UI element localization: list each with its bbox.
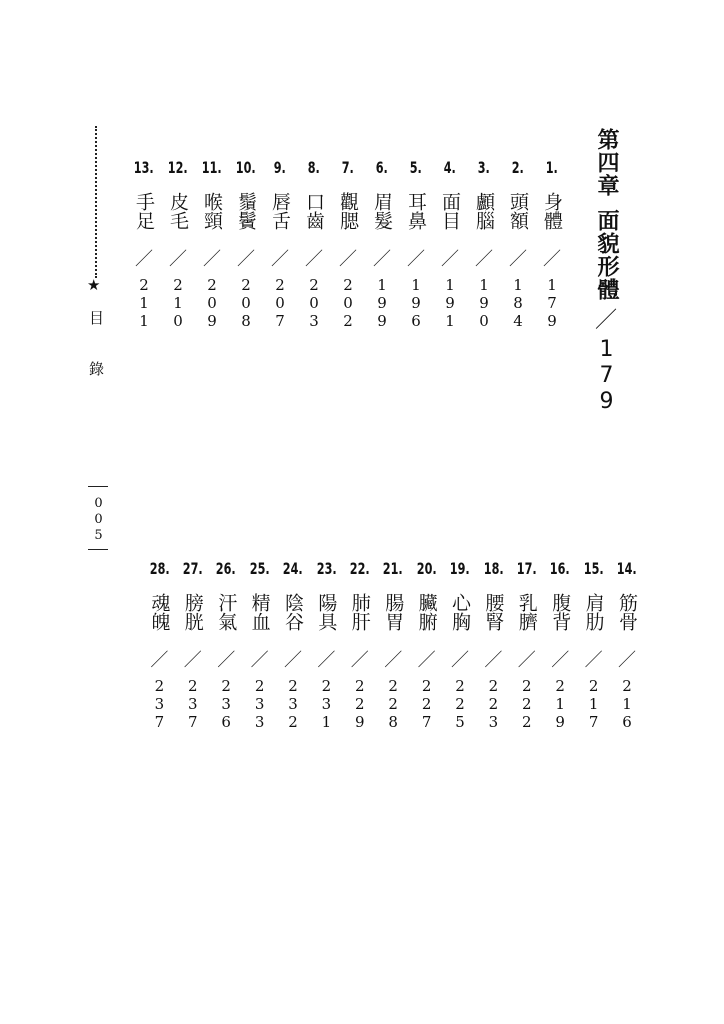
- entry-number: 18.: [483, 559, 504, 578]
- entry-page: 237: [150, 677, 169, 731]
- entry-number: 1.: [545, 158, 559, 177]
- entry-number: 9.: [273, 158, 287, 177]
- entry-page: 179: [543, 276, 561, 330]
- entry-page: 216: [618, 677, 636, 731]
- toc-entry: [545, 557, 575, 731]
- entry-page: 219: [551, 677, 570, 731]
- entry-page: 228: [384, 677, 403, 731]
- entry-title: 心胸: [449, 593, 471, 631]
- entry-title: 腹背: [549, 593, 572, 631]
- entry-number: 28.: [149, 559, 170, 578]
- entry-number: 3.: [477, 158, 491, 177]
- entry-title: 鬚鬢: [235, 192, 257, 230]
- toc-entry: [299, 156, 329, 330]
- entry-number: 4.: [443, 158, 457, 177]
- entry-separator: ／: [407, 249, 425, 270]
- toc-entry: [435, 156, 465, 330]
- entry-title: 膀胱: [181, 593, 204, 631]
- entry-separator: ／: [584, 650, 603, 671]
- entry-separator: ／: [169, 249, 187, 270]
- toc-entry: [401, 156, 431, 330]
- toc-entry: [163, 156, 193, 330]
- entry-title: 汗氣: [215, 593, 238, 631]
- entry-separator: ／: [509, 249, 527, 270]
- entry-page: 229: [350, 677, 369, 731]
- toc-entry: [445, 557, 475, 731]
- toc-entry: [311, 557, 341, 731]
- toc-entry: [345, 557, 375, 731]
- entry-title: 手足: [133, 192, 155, 230]
- entry-title: 唇舌: [269, 192, 291, 230]
- entry-title: 筋骨: [616, 593, 638, 631]
- entry-separator: ／: [284, 650, 302, 671]
- toc-entry: [197, 156, 227, 330]
- toc-entry: [265, 156, 295, 330]
- chapter-label: 第四章: [594, 128, 619, 197]
- entry-separator: ／: [373, 249, 391, 270]
- entry-page: 184: [509, 276, 527, 330]
- entry-title: 身體: [541, 192, 563, 230]
- entry-page: 222: [517, 677, 536, 731]
- entry-separator: ／: [237, 249, 255, 270]
- entry-separator: ／: [451, 650, 469, 671]
- toc-entry: [278, 557, 308, 731]
- chapter-separator: ／: [594, 308, 617, 333]
- entry-number: 13.: [134, 158, 154, 177]
- entry-separator: ／: [339, 249, 357, 270]
- star-icon: ★: [87, 276, 101, 294]
- entry-number: 16.: [550, 559, 571, 578]
- entry-number: 6.: [375, 158, 389, 177]
- entry-page: 236: [217, 677, 236, 731]
- entry-page: 223: [484, 677, 503, 731]
- entry-title: 陰谷: [282, 593, 304, 631]
- chapter-title: 面貌形體: [594, 209, 619, 301]
- entry-number: 22.: [349, 559, 370, 578]
- toc-entry: [144, 557, 174, 731]
- entry-page: 208: [237, 276, 255, 330]
- entry-page: 202: [339, 276, 357, 330]
- entry-number: 7.: [341, 158, 355, 177]
- entry-number: 2.: [511, 158, 525, 177]
- chapter-heading: [588, 128, 624, 415]
- entry-page: 210: [169, 276, 187, 330]
- entry-page: 190: [475, 276, 493, 330]
- entry-page: 233: [250, 677, 269, 731]
- toc-entry: [612, 557, 642, 731]
- entry-separator: ／: [551, 650, 570, 671]
- entry-separator: ／: [441, 249, 459, 270]
- entry-title: 眉髮: [371, 192, 393, 230]
- entry-separator: ／: [384, 650, 403, 671]
- entry-page: 225: [451, 677, 469, 731]
- entry-number: 10.: [236, 158, 256, 177]
- entry-number: 12.: [168, 158, 188, 177]
- entry-separator: ／: [543, 249, 561, 270]
- entry-separator: ／: [150, 650, 169, 671]
- entry-page: 209: [203, 276, 221, 330]
- entry-number: 20.: [416, 559, 437, 578]
- toc-entry: [412, 557, 442, 731]
- toc-entry: [579, 557, 609, 731]
- toc-entry: [503, 156, 533, 330]
- entry-title: 皮毛: [167, 192, 189, 230]
- entry-separator: ／: [250, 650, 269, 671]
- entry-page: 203: [305, 276, 323, 330]
- entry-page: 227: [417, 677, 436, 731]
- entry-separator: ／: [350, 650, 369, 671]
- toc-entry: [367, 156, 397, 330]
- entry-title: 頭額: [507, 192, 529, 230]
- entry-separator: ／: [317, 650, 336, 671]
- section-label: 目錄: [87, 310, 105, 412]
- entry-page: 232: [284, 677, 302, 731]
- toc-entry: [537, 156, 567, 330]
- entry-number: 23.: [316, 559, 337, 578]
- entry-title: 精血: [248, 593, 271, 631]
- entry-separator: ／: [135, 249, 153, 270]
- entry-separator: ／: [475, 249, 493, 270]
- entry-number: 8.: [307, 158, 321, 177]
- entry-title: 觀腮: [337, 192, 359, 230]
- entry-number: 19.: [450, 559, 470, 578]
- entry-title: 肩肋: [582, 593, 605, 631]
- entry-page: 211: [135, 276, 153, 330]
- entry-number: 5.: [409, 158, 423, 177]
- entry-page: 199: [373, 276, 391, 330]
- entry-title: 腸胃: [382, 593, 405, 631]
- entry-separator: ／: [517, 650, 536, 671]
- folio-number: 005: [91, 496, 106, 544]
- entry-number: 21.: [383, 559, 404, 578]
- entry-title: 耳鼻: [405, 192, 427, 230]
- toc-entry: [478, 557, 508, 731]
- dotted-leader: [95, 126, 97, 278]
- entry-title: 陽具: [315, 593, 338, 631]
- entry-title: 肺肝: [348, 593, 371, 631]
- entry-page: 231: [317, 677, 336, 731]
- entry-separator: ／: [271, 249, 289, 270]
- entry-title: 臟腑: [415, 593, 438, 631]
- entry-separator: ／: [183, 650, 202, 671]
- entry-title: 魂魄: [148, 593, 171, 631]
- toc-entry: [231, 156, 261, 330]
- entry-page: 196: [407, 276, 425, 330]
- folio-rule-top: [88, 486, 108, 487]
- entry-title: 顱腦: [473, 192, 495, 230]
- toc-entry: [245, 557, 275, 731]
- entry-number: 15.: [583, 559, 604, 578]
- entry-title: 腰腎: [482, 593, 505, 631]
- entry-title: 面目: [439, 192, 461, 230]
- entry-page: 237: [183, 677, 202, 731]
- entry-title: 乳臍: [515, 593, 538, 631]
- entry-separator: ／: [217, 650, 236, 671]
- entry-number: 27.: [182, 559, 203, 578]
- entry-page: 207: [271, 276, 289, 330]
- entry-separator: ／: [484, 650, 503, 671]
- toc-entry: [512, 557, 542, 731]
- toc-entry: [333, 156, 363, 330]
- folio-rule-bottom: [88, 549, 108, 550]
- entry-separator: ／: [417, 650, 436, 671]
- entry-separator: ／: [203, 249, 221, 270]
- entry-separator: ／: [305, 249, 323, 270]
- entry-separator: ／: [618, 650, 636, 671]
- entry-number: 26.: [216, 559, 237, 578]
- entry-number: 11.: [202, 158, 222, 177]
- toc-entry: [378, 557, 408, 731]
- entry-title: 喉頸: [201, 192, 223, 230]
- toc-entry: [211, 557, 241, 731]
- toc-entry: [178, 557, 208, 731]
- entry-title: 口齒: [303, 192, 325, 230]
- entry-number: 24.: [283, 559, 303, 578]
- entry-number: 17.: [516, 559, 537, 578]
- toc-entry: [469, 156, 499, 330]
- toc-entry: [129, 156, 159, 330]
- chapter-page: 179: [594, 337, 619, 415]
- entry-page: 217: [584, 677, 603, 731]
- entry-number: 14.: [617, 559, 637, 578]
- entry-page: 191: [441, 276, 459, 330]
- entry-number: 25.: [249, 559, 270, 578]
